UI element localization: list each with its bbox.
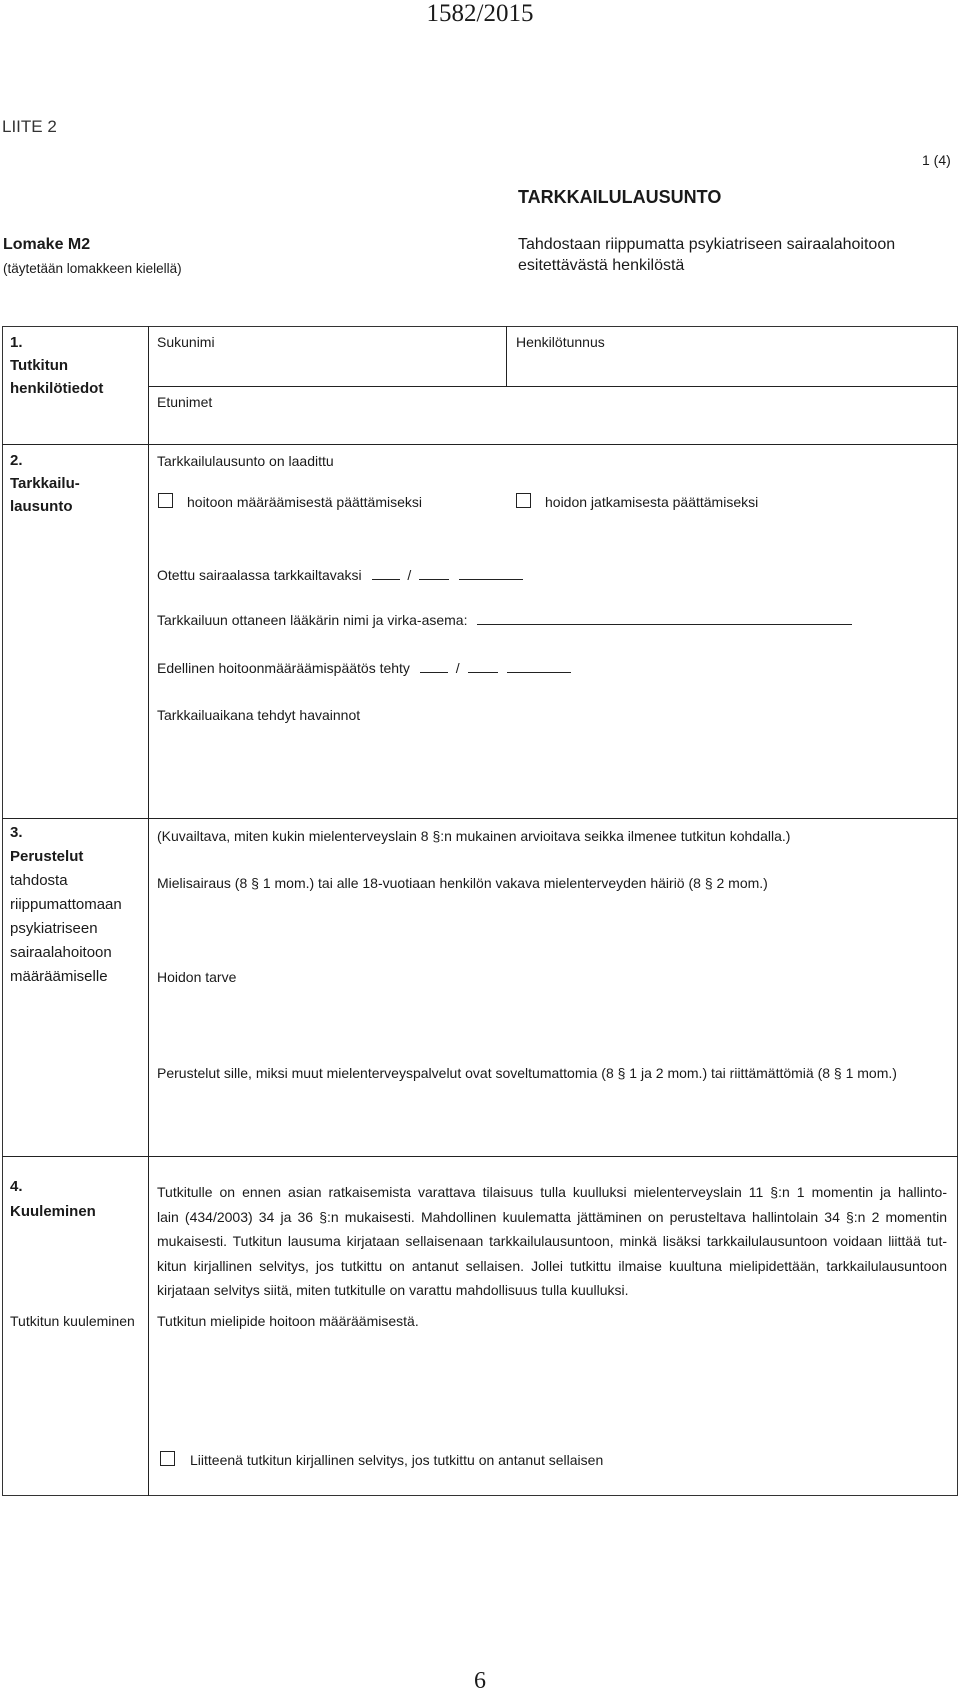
surname-field[interactable] [150,352,504,384]
hearing-instructions-line: kitun kirjallinen selvitys, jos tutkittu on antanut sellaisen. Jollei tutkittu ilmaise kuultuna mielipidettään, tarkkailulausuntoon [157,1257,947,1274]
section4-title: Kuuleminen [10,1203,96,1220]
document-number: 1582/2015 [426,0,534,27]
page-count: 1 (4) [922,152,951,168]
divider-section2-3 [2,818,958,819]
previous-decision-month-field[interactable] [468,660,498,673]
attachment-checkbox[interactable] [160,1451,175,1466]
section3-title-line1: Perustelut [10,848,84,865]
form-language-note: (täytetään lomakkeen kielellä) [3,261,182,276]
hearing-label: Tutkitun kuuleminen [10,1313,135,1329]
section3-title-line5: sairaalahoitoon [10,944,112,961]
form-subtitle-line2: esitettävästä henkilöstä [518,257,685,274]
option-continue-treatment-label: hoidon jatkamisesta päättämiseksi [545,494,759,510]
section2-title-line1: Tarkkailu- [10,475,80,492]
previous-decision-separator: / [455,660,460,676]
treatment-need-field[interactable] [150,990,956,1060]
previous-decision-label: Edellinen hoitoonmääräämispäätös tehty [157,660,410,676]
treatment-need-label: Hoidon tarve [157,969,237,985]
admitted-for-observation-row [157,567,523,583]
doctor-row [157,612,852,628]
mental-illness-label: Mielisairaus (8 § 1 mom.) tai alle 18-vuotiaan henkilön vakava mielenterveyden häiriö (8 § 2 mom.) [157,875,768,891]
previous-decision-year-field[interactable] [507,660,571,673]
first-names-field[interactable] [150,414,956,442]
personal-id-field[interactable] [509,352,957,384]
divider-section1-2 [2,444,958,445]
section3-title-line4: psykiatriseen [10,920,98,937]
previous-decision-day-field[interactable] [420,660,448,673]
statement-prepared-label: Tarkkailulausunto on laadittu [157,453,334,469]
section3-instruction: (Kuvailtava, miten kukin mielenterveyslain 8 §:n mukainen arvioitava seikka ilmenee tutkitun kohdalla.) [157,828,791,844]
observations-field[interactable] [150,728,956,814]
option-continue-treatment-checkbox[interactable] [516,493,531,508]
divider-section3-4 [2,1156,958,1157]
section4-number: 4. [10,1178,23,1195]
form-code: Lomake M2 [3,236,91,253]
divider-surname-id [506,326,507,386]
appendix-label: LIITE 2 [2,117,57,136]
page-number: 6 [474,1668,486,1694]
attachment-label: Liitteenä tutkitun kirjallinen selvitys, jos tutkittu on antanut sellaisen [190,1452,604,1468]
other-services-label: Perustelut sille, miksi muut mielenterveyspalvelut ovat soveltumattomia (8 § 1 ja 2 mom.) tai riittämättömiä (8 § 1 mom.) [157,1065,897,1081]
option-treatment-order-label: hoitoon määräämisestä päättämiseksi [187,494,423,510]
divider-surname-firstnames [148,386,958,387]
hearing-instructions-line: kirjataan selvitys siitä, miten tutkitulle on varattu mahdollisuus tulla kuulluksi. [157,1282,629,1298]
doctor-name-label: Tarkkailuun ottaneen lääkärin nimi ja virka-asema: [157,612,468,628]
section2-number: 2. [10,452,23,469]
section3-title-line2: tahdosta [10,872,68,889]
opinion-field[interactable] [150,1334,956,1444]
section1-title-line1: Tutkitun [10,357,69,374]
form-subtitle-line1: Tahdostaan riippumatta psykiatriseen sairaalahoitoon [518,236,896,253]
surname-label: Sukunimi [157,334,215,350]
observations-label: Tarkkailuaikana tehdyt havainnot [157,707,361,723]
mental-illness-field[interactable] [150,896,956,966]
hearing-instructions-line: mukaisesti. Tutkitun lausuma kirjataan sellaisenaan tarkkailulausuntoon, minkä lisäksi tarkkailulausuntoon voidaan liittää tut- [157,1233,947,1249]
form-title: TARKKAILULAUSUNTO [518,187,722,207]
section1-title-line2: henkilötiedot [10,380,104,397]
admitted-year-field[interactable] [459,567,523,580]
personal-id-label: Henkilötunnus [516,334,605,350]
option-treatment-order-checkbox[interactable] [158,493,173,508]
opinion-label: Tutkitun mielipide hoitoon määräämisestä. [157,1313,419,1329]
admitted-for-observation-label: Otettu sairaalassa tarkkailtavaksi [157,567,362,583]
section3-title-line3: riippumattomaan [10,896,122,913]
admitted-date-separator: / [407,567,412,583]
hearing-instructions-line: lain (434/2003) 34 ja 36 §:n mukaisesti. Mahdollinen kuulematta jättäminen on perusteltava hallintolain 34 §:n 2 momentin [157,1208,947,1225]
admitted-month-field[interactable] [419,567,449,580]
section3-number: 3. [10,824,23,841]
doctor-name-field[interactable] [477,612,852,625]
section2-title-line2: lausunto [10,498,73,515]
section1-number: 1. [10,334,23,351]
first-names-label: Etunimet [157,394,213,410]
hearing-instructions [157,1180,947,1303]
admitted-day-field[interactable] [372,567,400,580]
section3-title-line6: määräämiselle [10,968,108,985]
previous-decision-row [157,660,571,676]
hearing-instructions-line: Tutkitulle on ennen asian ratkaisemista varattava tilaisuus tulla kuulluksi mielenterveyslain 11 §:n 1 momentin ja hallinto- [157,1184,947,1200]
other-services-field[interactable] [150,1086,956,1152]
